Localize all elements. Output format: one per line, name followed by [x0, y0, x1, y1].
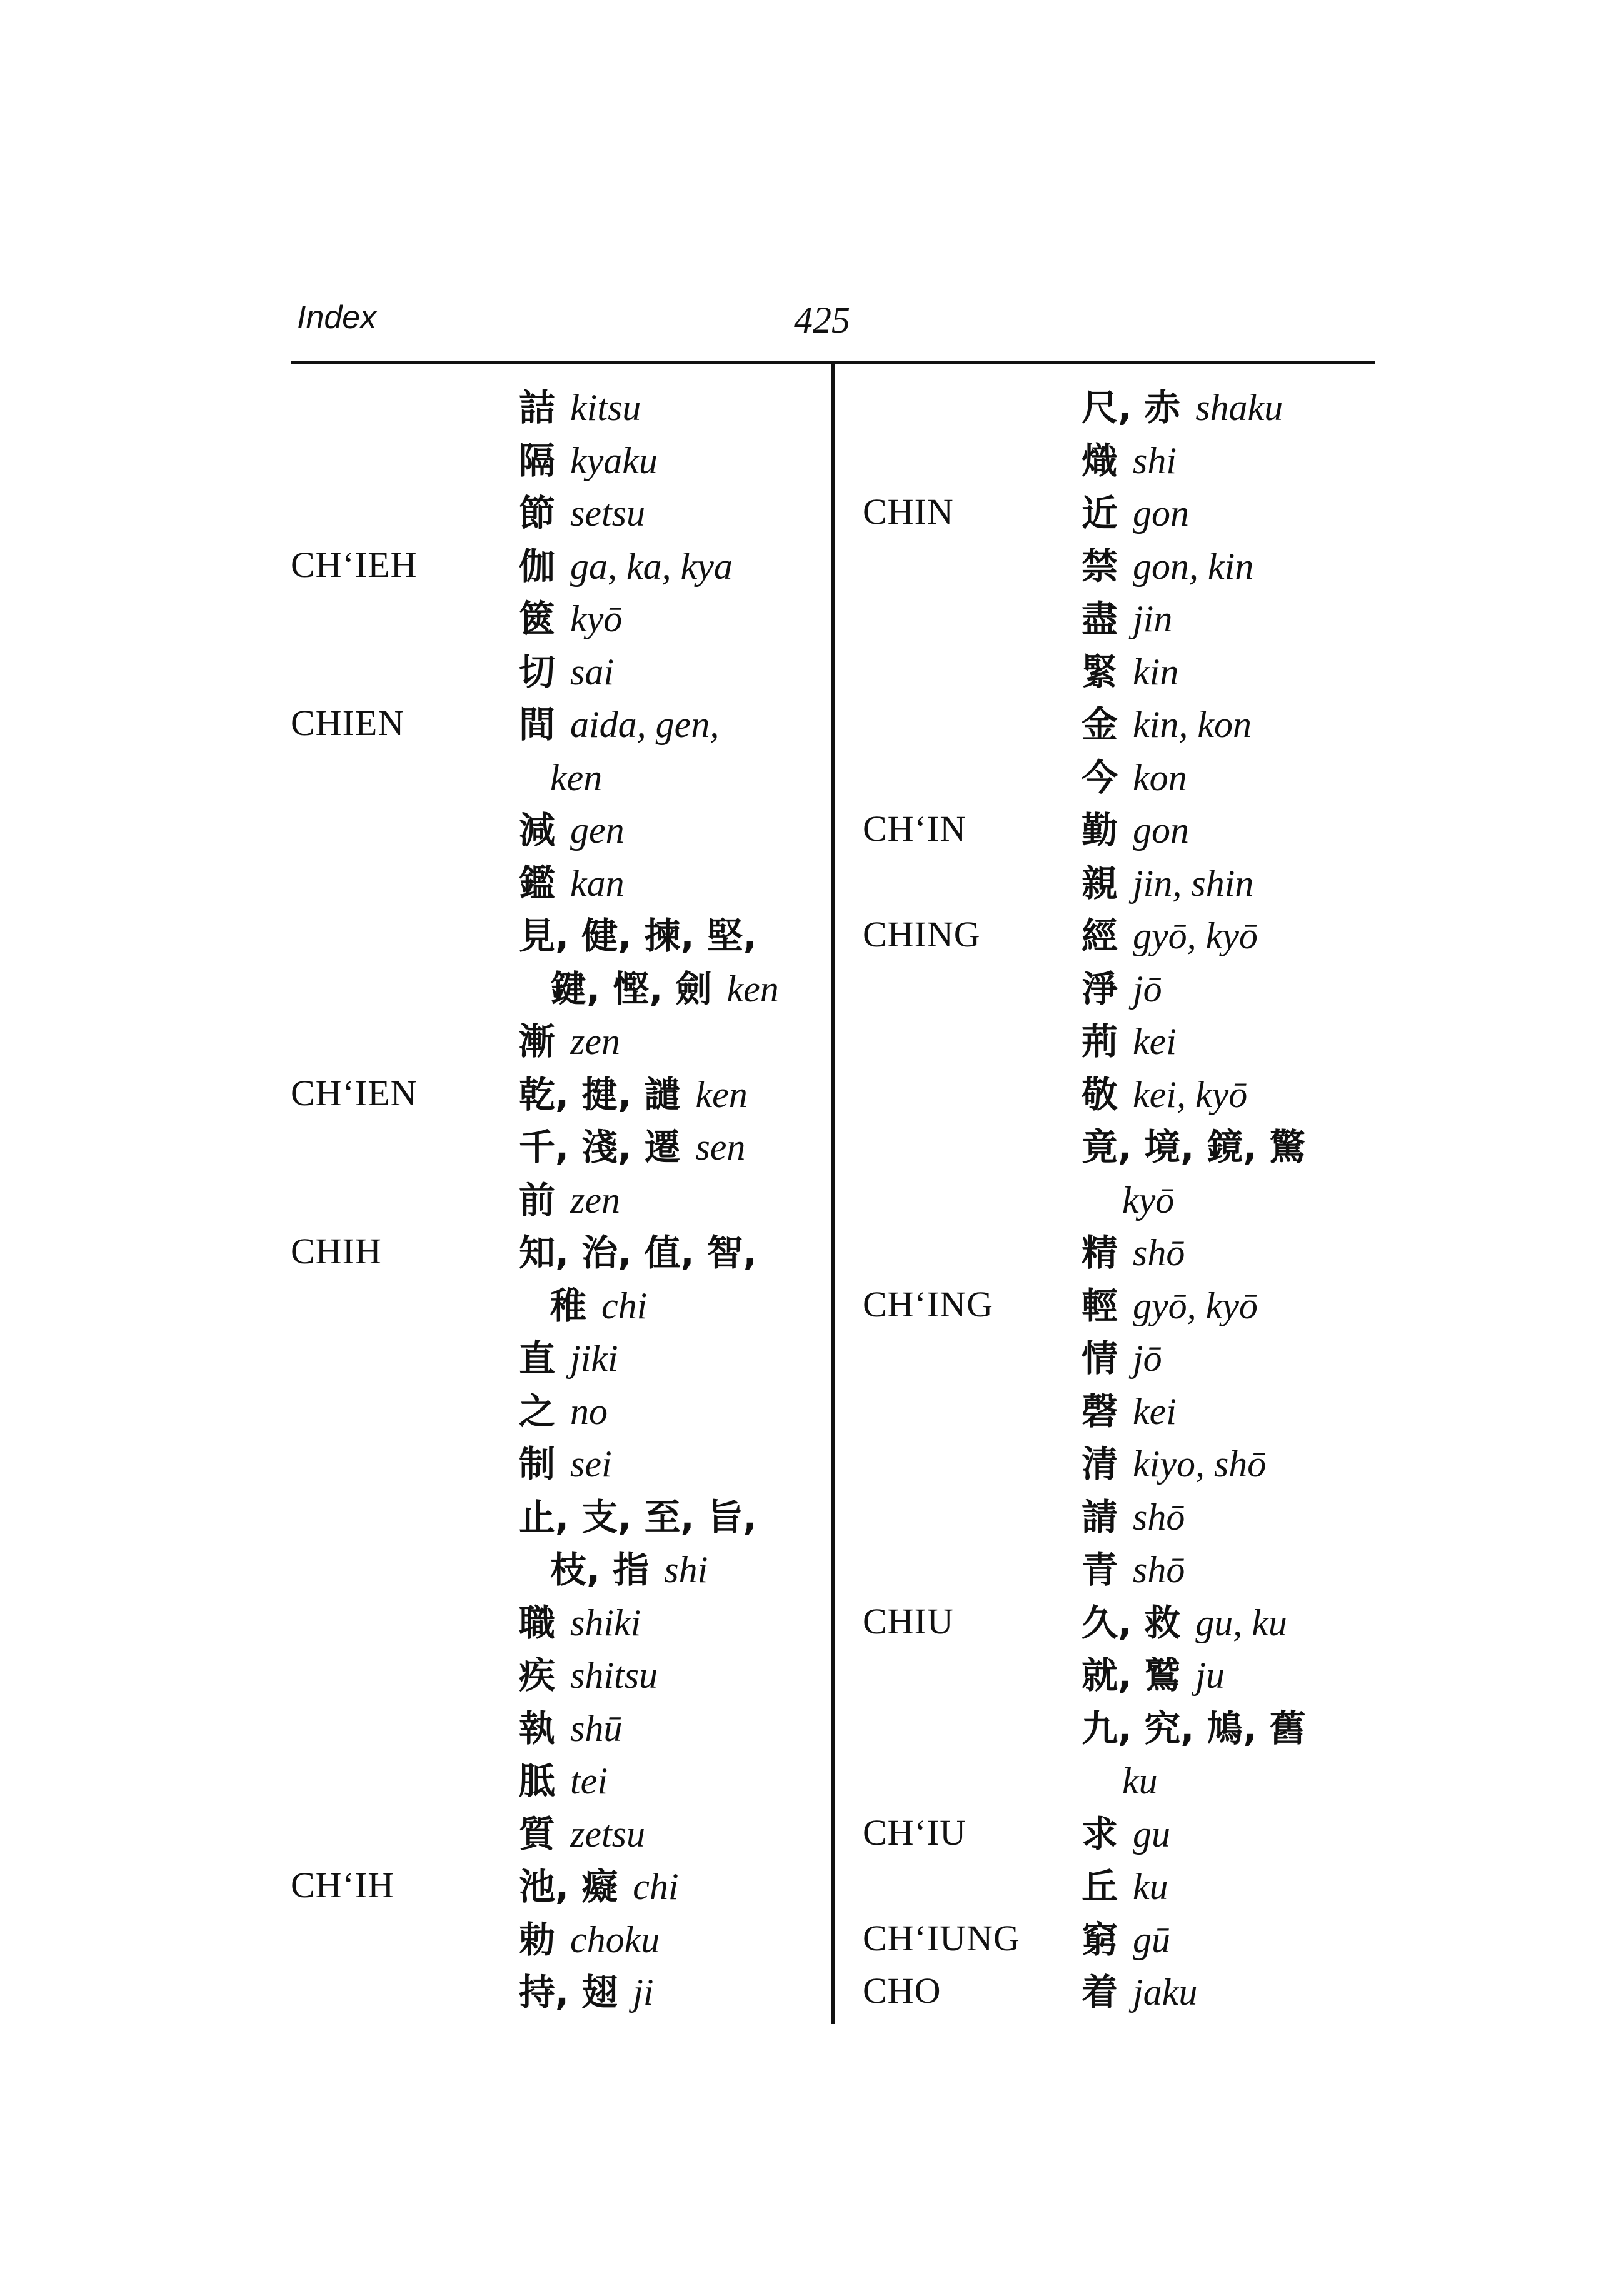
entry-reading: kan — [570, 862, 625, 904]
index-entry — [1082, 698, 1252, 751]
index-entry — [1082, 1966, 1197, 2018]
index-entry — [519, 1332, 618, 1385]
entry-reading: kyō — [570, 598, 623, 639]
entry-reading: gon — [1133, 810, 1190, 851]
entry-reading: gu — [1133, 1813, 1171, 1855]
entry-characters: 伽 — [519, 544, 556, 588]
column-divider — [831, 361, 835, 2024]
entry-characters: 就, 鷲 — [1082, 1654, 1181, 1697]
entry-characters: 止, 支, 至, 旨, — [519, 1495, 757, 1538]
entry-reading: ken — [695, 1073, 748, 1115]
entry-characters: 經 — [1082, 915, 1118, 957]
index-entry — [519, 804, 625, 856]
entry-characters: 勅 — [519, 1918, 556, 1961]
entry-reading: shitsu — [570, 1655, 658, 1696]
entry-characters: 窮 — [1082, 1918, 1118, 1961]
entry-reading: ku — [1133, 1866, 1168, 1907]
entry-characters: 輕 — [1082, 1284, 1118, 1327]
entry-reading: ga, ka, kya — [570, 545, 733, 587]
index-heading: CHIU — [863, 1600, 954, 1642]
index-entry — [1122, 1755, 1158, 1807]
entry-characters: 質 — [519, 1812, 556, 1855]
entry-reading: sen — [695, 1126, 746, 1168]
index-entry — [550, 751, 602, 804]
entry-characters: 情 — [1082, 1337, 1118, 1380]
index-heading: CHIEN — [291, 703, 405, 743]
index-entry — [519, 1913, 660, 1966]
entry-characters: 知, 治, 值, 智, — [519, 1231, 757, 1274]
index-heading: CH‘ING — [863, 1283, 993, 1325]
index-entry — [1082, 1068, 1247, 1121]
entry-characters: 節 — [519, 492, 556, 534]
index-heading: CH‘IUNG — [863, 1917, 1020, 1958]
entry-reading: gen — [570, 810, 625, 851]
index-entry — [1082, 1702, 1321, 1755]
index-entry — [1082, 487, 1189, 539]
entry-characters: 九, 究, 鳩, 舊 — [1082, 1707, 1306, 1750]
index-heading: CHIH — [291, 1231, 382, 1271]
entry-characters: 精 — [1082, 1231, 1118, 1274]
entry-characters: 着 — [1082, 1971, 1118, 2013]
entry-characters: 疾 — [519, 1654, 556, 1697]
index-entry — [519, 1649, 658, 1702]
entry-reading: kyō — [1122, 1179, 1175, 1221]
entry-reading: ken — [726, 968, 779, 1010]
entry-characters: 尺, 赤 — [1082, 386, 1181, 429]
index-entry — [519, 540, 733, 593]
index-entry — [1082, 1280, 1258, 1332]
entry-reading: zen — [570, 1179, 620, 1221]
entry-characters: 漸 — [519, 1020, 556, 1063]
entry-reading: kin, kon — [1133, 704, 1252, 745]
entry-characters: 金 — [1082, 703, 1118, 746]
index-heading: CHO — [863, 1970, 941, 2011]
entry-characters: 詰 — [519, 386, 556, 429]
entry-characters: 請 — [1082, 1495, 1118, 1538]
entry-reading: chi — [633, 1866, 679, 1907]
entry-characters: 之 — [519, 1390, 556, 1433]
index-heading: CH‘IU — [863, 1812, 967, 1853]
index-entry — [1082, 1860, 1168, 1913]
index-entry — [1082, 963, 1162, 1015]
index-entry — [519, 593, 622, 645]
entry-reading: jin, shin — [1133, 862, 1254, 904]
entry-reading: gu, ku — [1195, 1602, 1287, 1643]
entry-characters: 親 — [1082, 861, 1118, 905]
index-entry — [519, 487, 645, 539]
entry-characters: 職 — [519, 1601, 556, 1644]
entry-reading: gū — [1133, 1918, 1171, 1960]
index-entry — [519, 434, 658, 487]
entry-characters: 丘 — [1082, 1865, 1118, 1908]
entry-characters: 近 — [1082, 492, 1118, 534]
entry-reading: tei — [570, 1760, 608, 1802]
entry-characters: 執 — [519, 1707, 556, 1750]
entry-reading: chi — [601, 1285, 648, 1326]
entry-reading: kei — [1133, 1021, 1177, 1062]
entry-characters: 篋 — [519, 598, 556, 640]
index-entry — [550, 963, 779, 1015]
entry-reading: aida, gen, — [570, 704, 720, 745]
entry-reading: ku — [1122, 1760, 1158, 1802]
entry-reading: zetsu — [570, 1813, 646, 1855]
index-entry — [1082, 1015, 1177, 1068]
entry-reading: setsu — [570, 493, 646, 534]
entry-characters: 清 — [1082, 1443, 1118, 1485]
entry-reading: kitsu — [570, 387, 641, 428]
entry-reading: ken — [550, 756, 603, 798]
index-entry — [519, 698, 719, 751]
entry-reading: shū — [570, 1707, 623, 1749]
index-entry — [1082, 1332, 1162, 1385]
entry-characters: 持, 翅 — [519, 1971, 618, 2013]
entry-reading: jiki — [570, 1338, 618, 1379]
index-entry — [519, 1808, 645, 1860]
entry-characters: 盡 — [1082, 598, 1118, 640]
entry-reading: kyaku — [570, 439, 658, 481]
entry-characters: 千, 淺, 遷 — [519, 1126, 681, 1168]
index-entry — [1082, 1597, 1287, 1649]
entry-characters: 減 — [519, 809, 556, 851]
entry-characters: 乾, 揵, 譴 — [519, 1073, 681, 1116]
entry-characters: 青 — [1082, 1548, 1118, 1591]
index-entry — [1082, 593, 1172, 645]
entry-reading: gyō, kyō — [1133, 1285, 1258, 1326]
index-entry — [519, 1015, 620, 1068]
entry-characters: 鍵, 慳, 劍 — [550, 967, 712, 1010]
index-entry — [519, 1438, 612, 1490]
entry-reading: jin — [1133, 598, 1173, 639]
index-heading: CHING — [863, 914, 981, 955]
index-entry — [519, 1966, 654, 2018]
entry-characters: 竟, 境, 鏡, 驚 — [1082, 1126, 1306, 1168]
index-entry — [1082, 1913, 1170, 1966]
entry-reading: kei — [1133, 1390, 1177, 1432]
entry-characters: 磬 — [1082, 1390, 1118, 1433]
index-entry — [1082, 646, 1178, 698]
index-entry — [519, 1597, 641, 1649]
index-entry — [1082, 1226, 1185, 1279]
entry-characters: 制 — [519, 1443, 556, 1485]
index-entry — [1082, 804, 1189, 856]
entry-reading: choku — [570, 1918, 660, 1960]
entry-characters: 敬 — [1082, 1073, 1118, 1116]
index-entry — [1082, 1808, 1170, 1860]
entry-characters: 荊 — [1082, 1020, 1118, 1063]
entry-reading: zen — [570, 1021, 620, 1062]
entry-characters: 今 — [1082, 756, 1118, 799]
entry-reading: gon — [1133, 493, 1190, 534]
entry-reading: kon — [1133, 756, 1187, 798]
index-heading: CH‘IN — [863, 808, 967, 849]
entry-reading: jō — [1133, 968, 1162, 1010]
index-entry — [550, 1280, 647, 1332]
entry-reading: kiyo, shō — [1133, 1443, 1267, 1485]
entry-characters: 直 — [519, 1337, 556, 1380]
index-entry — [1082, 381, 1283, 434]
index-entry — [1082, 540, 1253, 593]
entry-characters: 枝, 指 — [550, 1548, 650, 1591]
index-heading: CH‘IEN — [291, 1072, 418, 1113]
entry-reading: ji — [633, 1972, 654, 2013]
entry-reading: kei, kyō — [1133, 1073, 1248, 1115]
index-entry — [519, 1491, 772, 1543]
entry-characters: 稚 — [550, 1284, 587, 1327]
index-entry — [519, 1068, 748, 1121]
entry-characters: 緊 — [1082, 650, 1118, 693]
index-entry — [519, 1385, 608, 1438]
running-head-section: Index — [297, 299, 377, 336]
index-entry — [519, 1755, 608, 1807]
entry-characters: 前 — [519, 1178, 556, 1221]
entry-characters: 間 — [519, 703, 556, 746]
entry-reading: sai — [570, 651, 615, 693]
index-entry — [519, 910, 772, 962]
index-entry — [519, 1174, 620, 1226]
index-heading: CH‘IEH — [291, 544, 418, 585]
entry-reading: gyō, kyō — [1133, 915, 1258, 956]
entry-characters: 隔 — [519, 439, 556, 482]
entry-characters: 池, 癡 — [519, 1865, 618, 1908]
entry-characters: 胝 — [519, 1760, 556, 1802]
entry-characters: 勤 — [1082, 809, 1118, 851]
index-entry — [519, 1860, 679, 1913]
entry-characters: 久, 救 — [1082, 1601, 1181, 1644]
entry-characters: 鑑 — [519, 861, 556, 905]
entry-reading: shi — [1133, 439, 1177, 481]
index-entry — [519, 381, 641, 434]
entry-characters: 切 — [519, 650, 556, 693]
index-entry — [1082, 1385, 1177, 1438]
index-entry — [1082, 751, 1187, 804]
entry-reading: shō — [1133, 1496, 1185, 1538]
entry-reading: shi — [664, 1549, 708, 1590]
index-entry — [1082, 857, 1253, 910]
index-entry — [1082, 1543, 1185, 1596]
entry-reading: shō — [1133, 1232, 1185, 1273]
entry-reading: jō — [1133, 1338, 1162, 1379]
index-entry — [1082, 1649, 1225, 1702]
index-entry — [519, 857, 625, 910]
page-number: 425 — [794, 299, 850, 341]
index-entry — [1082, 1438, 1266, 1490]
index-entry — [519, 1226, 772, 1279]
index-entry — [519, 646, 614, 698]
entry-reading: shiki — [570, 1602, 641, 1643]
entry-reading: shō — [1133, 1549, 1185, 1590]
index-entry — [1082, 434, 1177, 487]
entry-characters: 求 — [1082, 1812, 1118, 1855]
entry-characters: 熾 — [1082, 439, 1118, 482]
entry-reading: no — [570, 1390, 608, 1432]
index-entry — [550, 1543, 708, 1596]
index-entry — [1082, 1491, 1185, 1543]
index-entry — [1082, 1121, 1321, 1173]
index-entry — [1122, 1174, 1174, 1226]
entry-characters: 禁 — [1082, 544, 1118, 588]
index-heading: CH‘IH — [291, 1865, 395, 1905]
entry-reading: sei — [570, 1443, 612, 1485]
entry-reading: kin — [1133, 651, 1179, 693]
entry-reading: gon, kin — [1133, 545, 1254, 587]
index-entry — [1082, 910, 1258, 962]
entry-reading: shaku — [1195, 387, 1283, 428]
entry-reading: jaku — [1133, 1972, 1198, 2013]
index-entry — [519, 1702, 622, 1755]
entry-characters: 淨 — [1082, 967, 1118, 1010]
index-heading: CHIN — [863, 491, 954, 532]
index-entry — [519, 1121, 745, 1173]
entry-characters: 見, 健, 揀, 堅, — [519, 915, 757, 957]
entry-reading: ju — [1195, 1655, 1225, 1696]
